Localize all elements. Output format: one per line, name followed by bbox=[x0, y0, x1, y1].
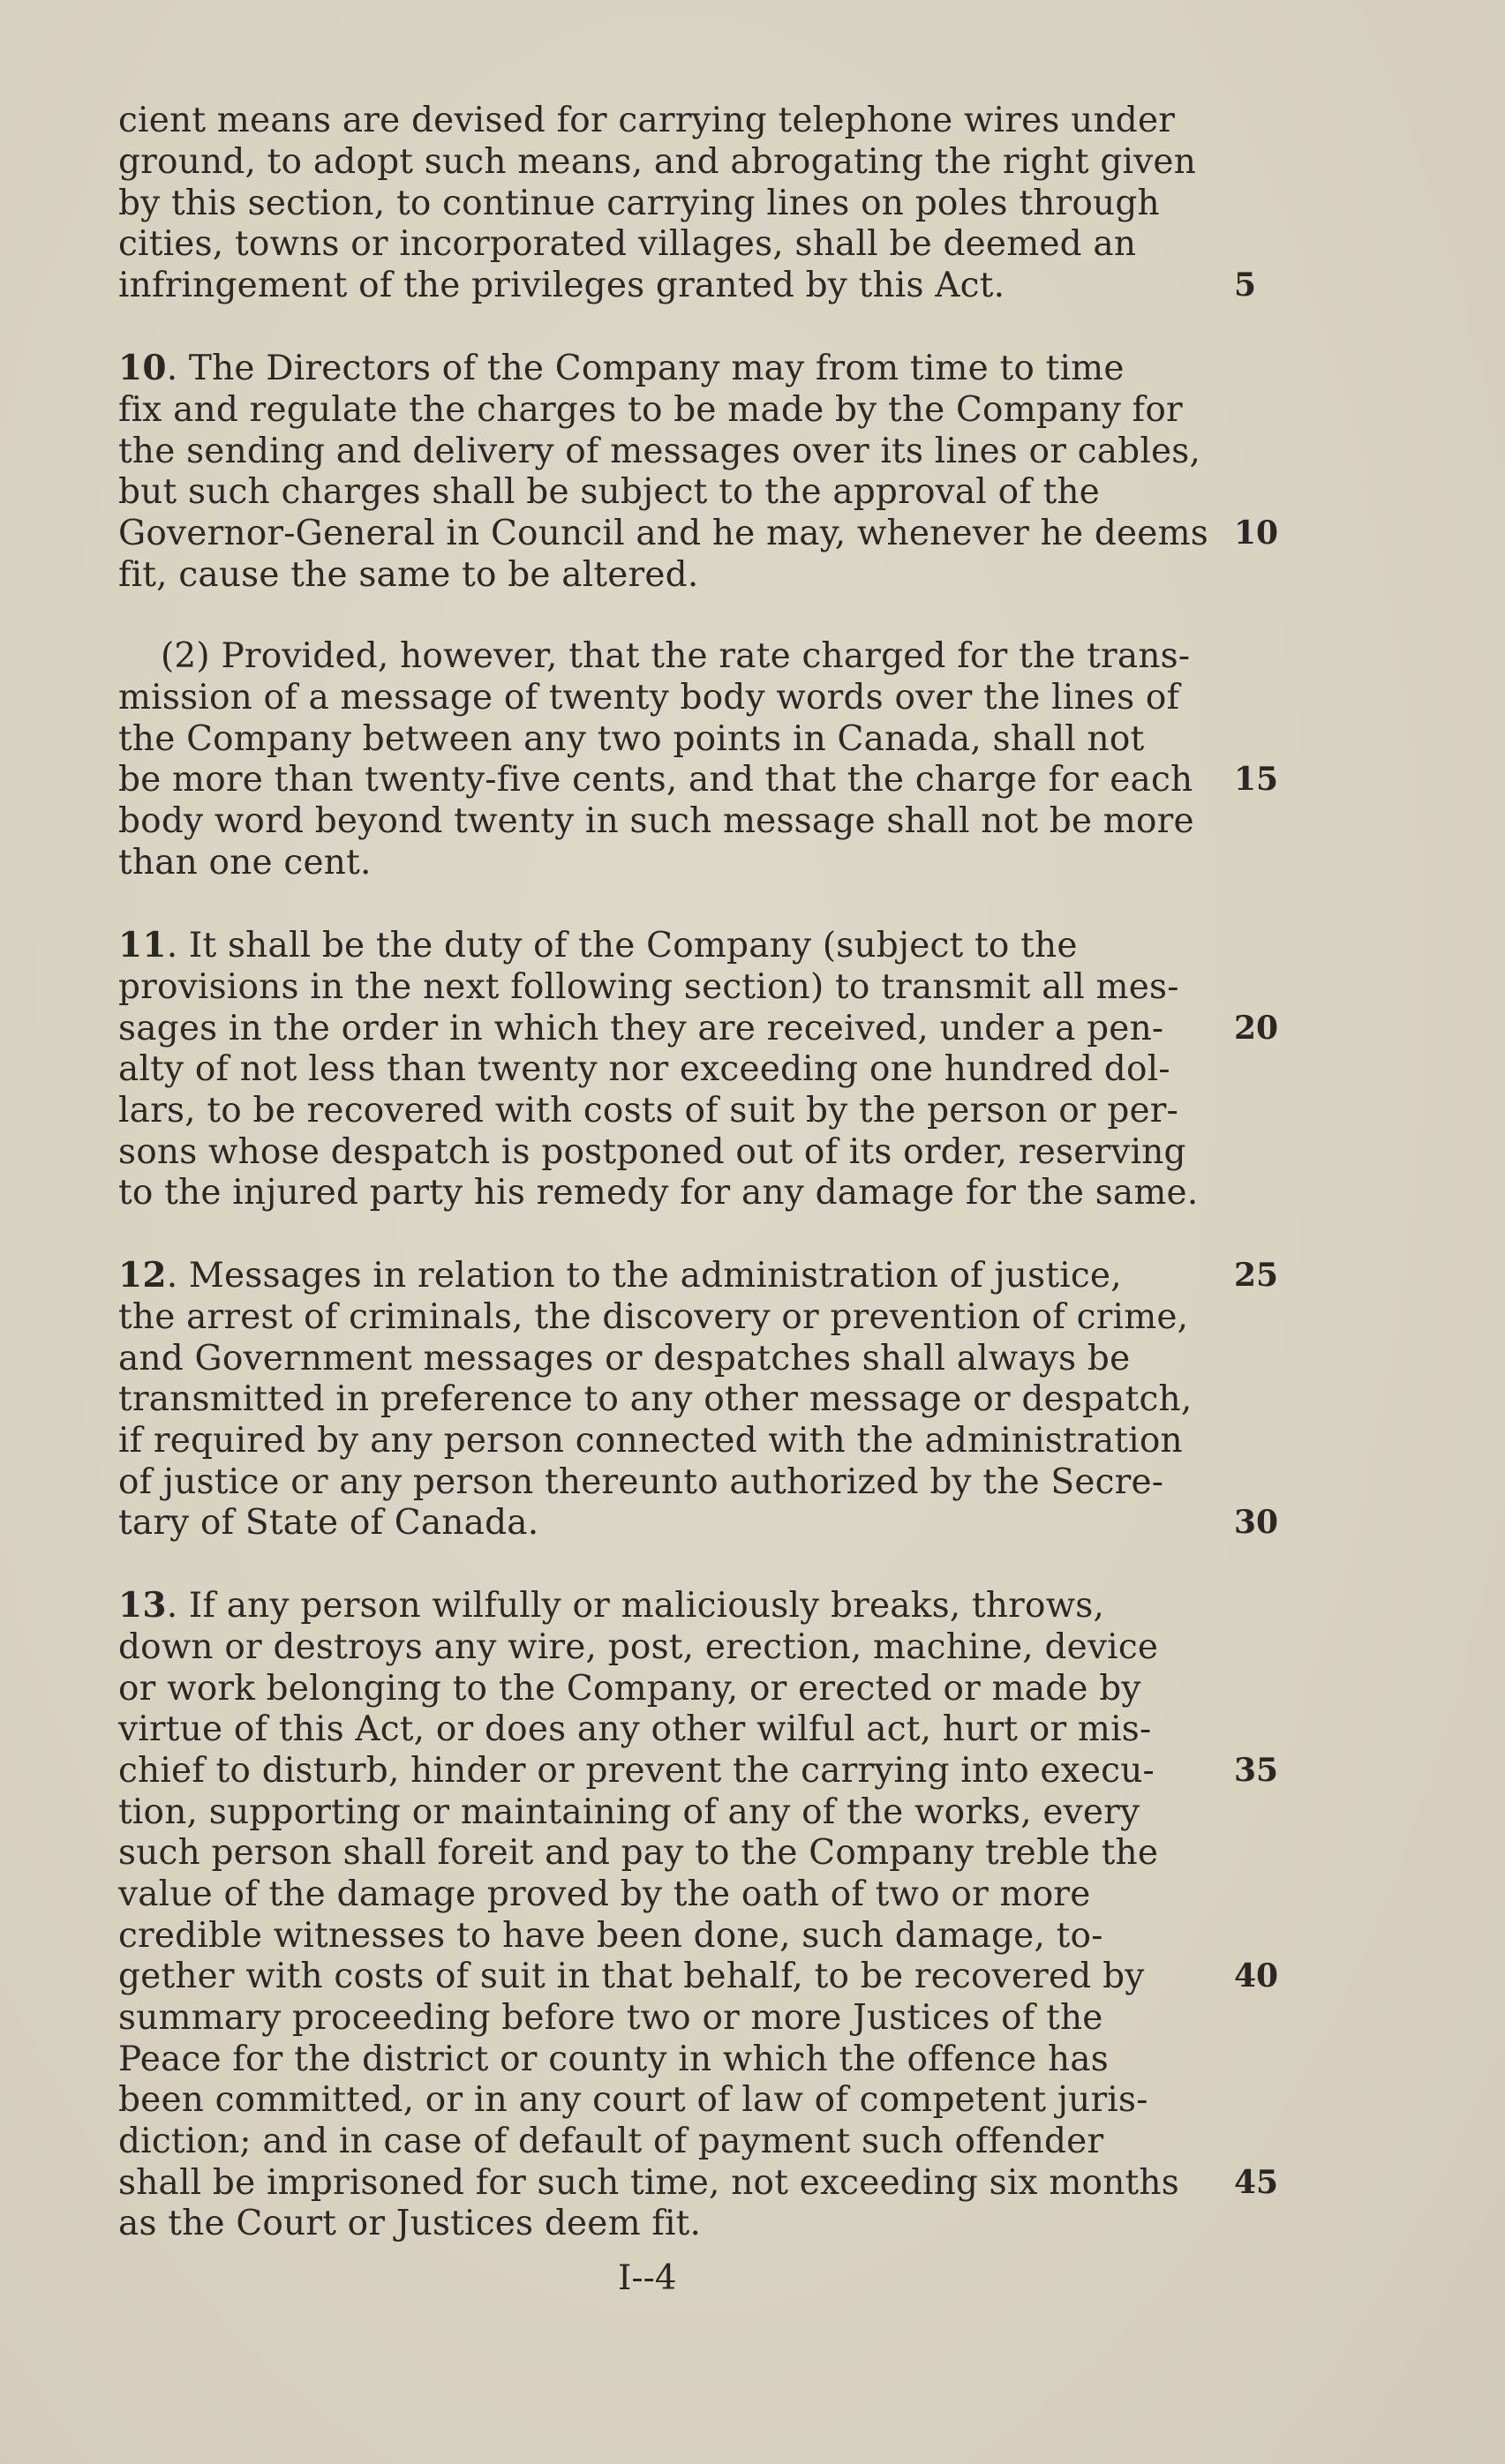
text-line: be more than twenty-five cents, and that the charge for each bbox=[118, 760, 1193, 800]
text-line: . If any person wilfully or maliciously breaks, throws, bbox=[166, 1586, 1105, 1626]
line-number: 25 bbox=[1234, 1257, 1279, 1294]
text-line: diction; and in case of default of payment such offender bbox=[118, 2122, 1104, 2161]
section-10-first-line bbox=[118, 348, 1222, 389]
text-line: lars, to be recovered with costs of suit by the person or per- bbox=[118, 1091, 1179, 1131]
text-line: and Government messages or despatches shall always be bbox=[118, 1339, 1131, 1378]
text-line: chief to disturb, hinder or prevent the carrying into execu- bbox=[118, 1751, 1155, 1791]
text-line: or work belonging to the Company, or erected or made by bbox=[118, 1669, 1141, 1709]
text-line: . Messages in relation to the administration of justice, bbox=[166, 1256, 1122, 1296]
line-number: 10 bbox=[1234, 515, 1279, 552]
text-line: credible witnesses to have been done, such damage, to- bbox=[118, 1916, 1103, 1956]
text-line: virtue of this Act, or does any other wilful act, hurt or mis- bbox=[118, 1709, 1152, 1749]
section-12-first-line bbox=[118, 1255, 1222, 1296]
text-line: sons whose despatch is postponed out of its order, reserving bbox=[118, 1132, 1186, 1172]
text-line: body word beyond twenty in such message shall not be more bbox=[118, 801, 1194, 841]
text-line: tary of State of Canada. bbox=[118, 1503, 539, 1543]
text-line: . It shall be the duty of the Company (subject to the bbox=[166, 926, 1078, 965]
text-line: been committed, or in any court of law of competent juris- bbox=[118, 2080, 1148, 2120]
text-line: (2) Provided, however, that the rate charged for the trans- bbox=[161, 636, 1191, 676]
text-line: but such charges shall be subject to the approval of the bbox=[118, 472, 1100, 512]
text-line: the Company between any two points in Canada, shall not bbox=[118, 719, 1145, 759]
text-line: infringement of the privileges granted by this Act. bbox=[118, 266, 1005, 305]
page-signature-mark: I--4 bbox=[618, 2258, 677, 2298]
line-number: 40 bbox=[1234, 1957, 1279, 1994]
text-line: tion, supporting or maintaining of any of the works, every bbox=[118, 1792, 1140, 1832]
text-line: as the Court or Justices deem fit. bbox=[118, 2204, 702, 2243]
text-line: summary proceeding before two or more Justices of the bbox=[118, 1998, 1103, 2038]
text-line: mission of a message of twenty body words over the lines of bbox=[118, 678, 1180, 717]
text-line: . The Directors of the Company may from time to time bbox=[166, 349, 1125, 388]
text-line: fit, cause the same to be altered. bbox=[118, 555, 699, 595]
text-line: cities, towns or incorporated villages, shall be deemed an bbox=[118, 224, 1137, 264]
text-line: Governor-General in Council and he may, whenever he deems bbox=[118, 514, 1208, 553]
text-line: such person shall foreit and pay to the Company treble the bbox=[118, 1833, 1159, 1873]
text-line: to the injured party his remedy for any damage for the same. bbox=[118, 1173, 1199, 1213]
text-line: ground, to adopt such means, and abrogating the right given bbox=[118, 142, 1197, 182]
text-line: if required by any person connected with the administration bbox=[118, 1421, 1183, 1461]
section-number: 13 bbox=[118, 1585, 167, 1626]
text-line: down or destroys any wire, post, erection, machine, device bbox=[118, 1627, 1159, 1667]
line-number: 35 bbox=[1234, 1752, 1279, 1789]
text-line: the sending and delivery of messages over its lines or cables, bbox=[118, 432, 1201, 471]
section-number: 11 bbox=[118, 925, 167, 965]
section-13-first-line bbox=[118, 1585, 1222, 1626]
line-number: 30 bbox=[1234, 1504, 1279, 1541]
text-line: gether with costs of suit in that behalf, to be recovered by bbox=[118, 1957, 1145, 1996]
section-number: 12 bbox=[118, 1255, 167, 1296]
line-number: 15 bbox=[1234, 761, 1279, 798]
text-line: by this section, to continue carrying lines on poles through bbox=[118, 184, 1160, 223]
text-line: fix and regulate the charges to be made by the Company for bbox=[118, 390, 1183, 430]
text-line: of justice or any person thereunto authorized by the Secre- bbox=[118, 1462, 1164, 1502]
text-line: than one cent. bbox=[118, 843, 372, 883]
text-line: value of the damage proved by the oath of two or more bbox=[118, 1874, 1091, 1914]
text-line: Peace for the district or county in which the offence has bbox=[118, 2040, 1109, 2079]
text-line: alty of not less than twenty nor exceeding one hundred dol- bbox=[118, 1049, 1170, 1089]
section-11-first-line bbox=[118, 925, 1222, 966]
text-line: transmitted in preference to any other message or despatch, bbox=[118, 1379, 1193, 1419]
section-number: 10 bbox=[118, 348, 167, 388]
text-line: shall be imprisoned for such time, not exceeding six months bbox=[118, 2163, 1179, 2203]
text-line: cient means are devised for carrying telephone wires under bbox=[118, 101, 1176, 140]
text-line: sages in the order in which they are received, under a pen- bbox=[118, 1009, 1164, 1048]
line-number: 5 bbox=[1234, 267, 1257, 304]
text-line: the arrest of criminals, the discovery or prevention of crime, bbox=[118, 1297, 1189, 1337]
line-number: 20 bbox=[1234, 1010, 1279, 1047]
line-number: 45 bbox=[1234, 2164, 1279, 2201]
text-line: provisions in the next following section) to transmit all mes- bbox=[118, 967, 1179, 1007]
